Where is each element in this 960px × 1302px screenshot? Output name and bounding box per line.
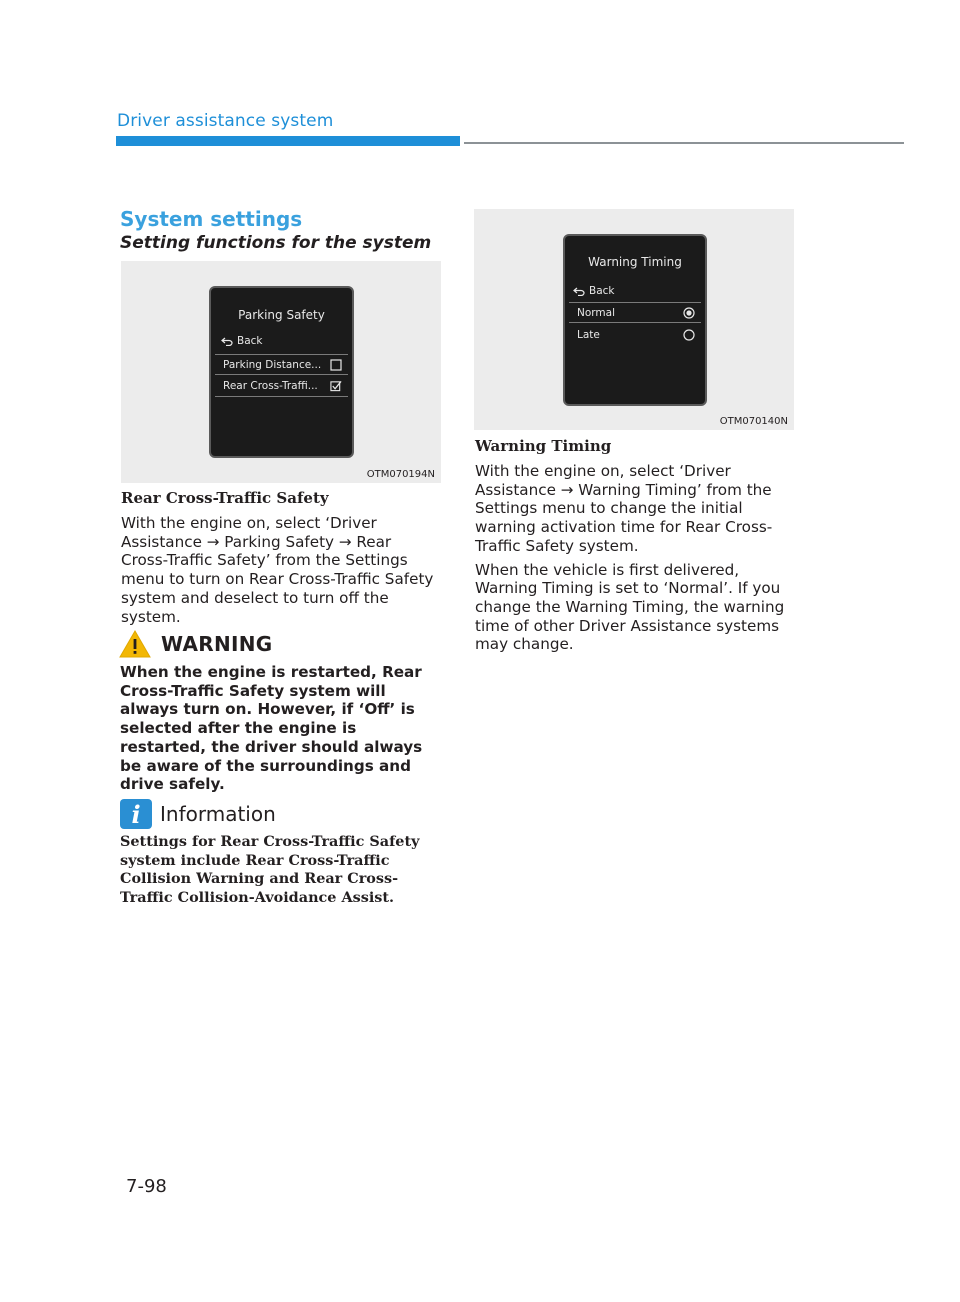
information-body: Settings for Rear Cross-Traffic Safety system include Rear Cross-Traffic Collision Warning and Rear Cross-Traffic Collision-Avoidance Assist. [120,833,420,907]
warning-timing-body [475,462,795,654]
menu-item-label: Late [577,328,600,341]
checkbox-unchecked-icon [330,359,342,371]
rcts-paragraph: With the engine on, select ‘Driver Assistance → Parking Safety → Rear Cross-Traffic Safety’ from the Settings menu to turn on Rear Cross-Traffic Safety system and deselect to turn off the system. [121,514,434,626]
menu-item-label: Normal [577,306,615,319]
screen-title: Warning Timing [588,255,682,269]
screen-title: Parking Safety [238,308,325,322]
back-arrow-icon [573,287,585,296]
cluster-screen [563,234,707,406]
warning-title: WARNING [161,632,273,656]
page-number: 7-98 [126,1176,167,1197]
section-title: System settings [120,207,303,231]
information-icon: i [120,799,152,829]
figure-code: OTM070194N [366,469,435,480]
rcts-heading: Rear Cross-Traffic Safety [121,489,329,507]
information-header [120,799,276,829]
header-title: Driver assistance system [117,111,334,131]
back-arrow-icon [221,337,233,346]
checkbox-checked-icon [330,380,342,392]
radio-selected-icon [683,307,695,319]
back-label: Back [589,285,615,297]
cluster-screen [209,286,354,458]
warning-timing-paragraph-2: When the vehicle is first delivered, Warning Timing is set to ‘Normal’. If you change the Warning Timing, the warning time of other Driver Assistance systems may change. [475,560,785,654]
back-label: Back [237,335,263,347]
warning-triangle-icon [119,630,151,658]
menu-item-label: Parking Distance... [223,358,322,371]
section-subtitle: Setting functions for the system [120,233,432,253]
menu-item-normal [569,302,701,323]
header-accent-bar [116,136,460,146]
menu-item-label: Rear Cross-Traffi... [223,380,318,392]
parking-safety-figure [121,261,441,483]
menu-item-rear-cross-traffic [215,376,348,397]
warning-timing-heading: Warning Timing [475,437,612,455]
figure-code: OTM070140N [719,416,788,427]
information-title: Information [160,802,276,826]
warning-body: When the engine is restarted, Rear Cross-Traffic Safety system will always turn on. However, if ‘Off’ is selected after the engine is restarted, the driver should always be aware of the surroundings and drive safely. [120,663,423,794]
warning-header [119,630,272,658]
warning-timing-paragraph-1: With the engine on, select ‘Driver Assistance → Warning Timing’ from the Settings menu to change the initial warning activation time for Rear Cross-Traffic Safety system. [475,462,773,555]
header-divider [464,142,904,144]
radio-unselected-icon [683,329,695,341]
back-item [221,335,263,347]
warning-timing-figure [474,209,794,430]
back-item [573,285,615,297]
menu-item-late [569,324,701,345]
rcts-body [121,514,443,626]
menu-item-parking-distance [215,354,348,375]
